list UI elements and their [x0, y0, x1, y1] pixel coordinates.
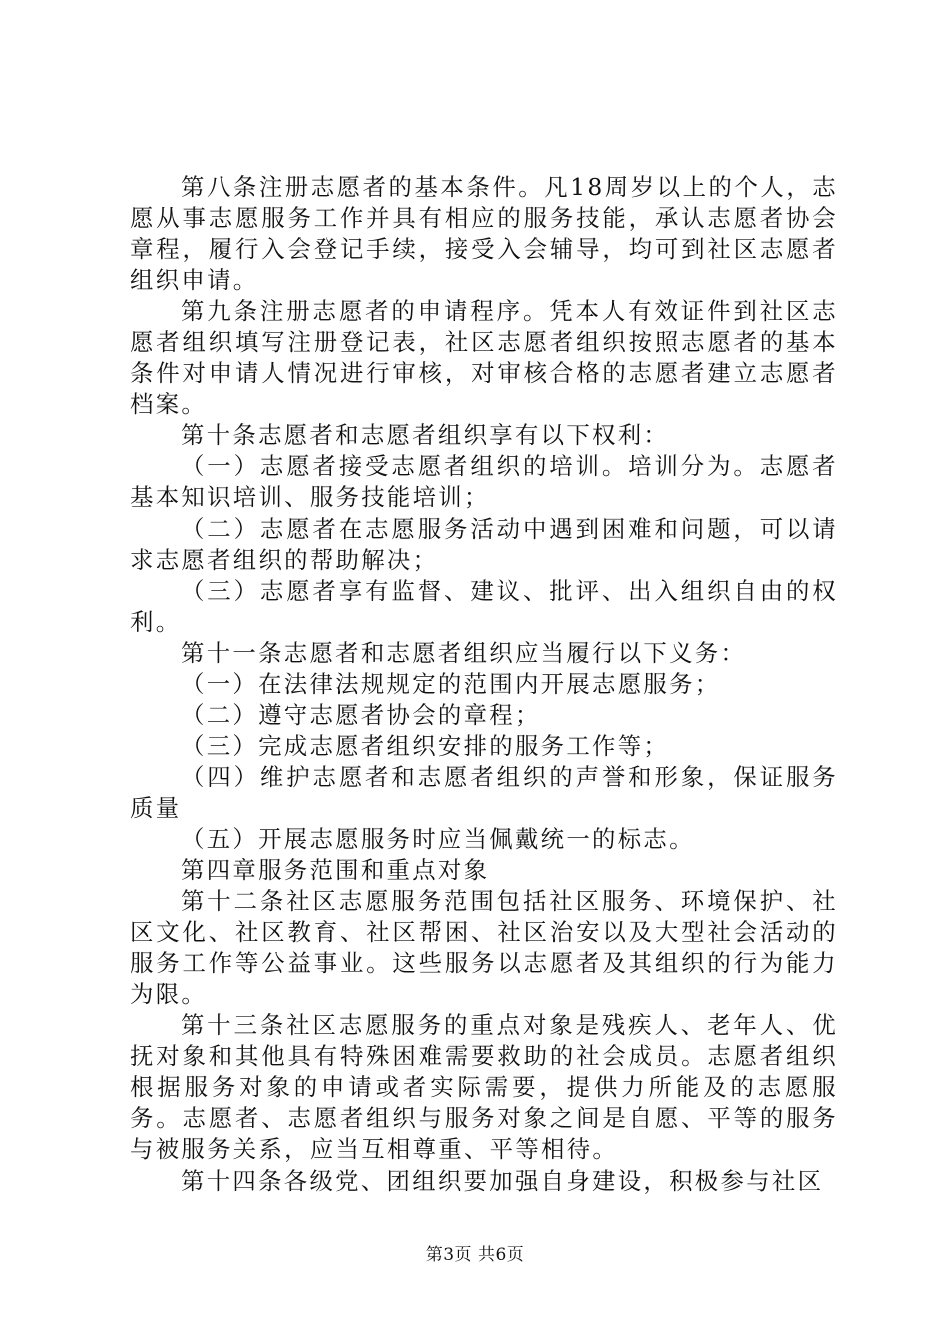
chapter-4-heading: 第四章服务范围和重点对象 [181, 856, 490, 885]
article-10-item-2: （二）志愿者在志愿服务活动中遇到困难和问题，可以请求志愿者组织的帮助解决； [130, 514, 838, 574]
article-11: 第十一条志愿者和志愿者组织应当履行以下义务： [181, 638, 747, 667]
article-10-item-3: （三）志愿者享有监督、建议、批评、出入组织自由的权利。 [130, 576, 838, 636]
document-body [130, 172, 838, 1197]
article-10: 第十条志愿者和志愿者组织享有以下权利： [181, 421, 670, 450]
article-12: 第十二条社区志愿服务范围包括社区服务、环境保护、社区文化、社区教育、社区帮困、社区治安以及大型社会活动的服务工作等公益事业。这些服务以志愿者及其组织的行为能力为限。 [130, 887, 838, 1009]
article-8: 第八条注册志愿者的基本条件。凡18周岁以上的个人，志愿从事志愿服务工作并具有相应的服务技能，承认志愿者协会章程，履行入会登记手续，接受入会辅导，均可到社区志愿者组织申请。 [130, 173, 838, 295]
article-10-item-1: （一）志愿者接受志愿者组织的培训。培训分为。志愿者基本知识培训、服务技能培训； [130, 452, 838, 512]
article-11-item-2: （二）遵守志愿者协会的章程； [181, 700, 541, 729]
article-9: 第九条注册志愿者的申请程序。凭本人有效证件到社区志愿者组织填写注册登记表，社区志愿者组织按照志愿者的基本条件对申请人情况进行审核，对审核合格的志愿者建立志愿者档案。 [130, 297, 838, 419]
article-11-item-1: （一）在法律法规规定的范围内开展志愿服务； [181, 669, 721, 698]
article-11-item-3: （三）完成志愿者组织安排的服务工作等； [181, 731, 670, 760]
article-11-item-5: （五）开展志愿服务时应当佩戴统一的标志。 [181, 824, 695, 853]
article-11-item-4: （四）维护志愿者和志愿者组织的声誉和形象，保证服务质量 [130, 762, 838, 822]
page-number-footer: 第3页 共6页 [425, 1245, 525, 1265]
article-14: 第十四条各级党、团组织要加强自身建设，积极参与社区 [181, 1166, 824, 1195]
article-13: 第十三条社区志愿服务的重点对象是残疾人、老年人、优抚对象和其他具有特殊困难需要救助的社会成员。志愿者组织根据服务对象的申请或者实际需要，提供力所能及的志愿服务。志愿者、志愿者组织与服务对象之间是自愿、平等的服务与被服务关系，应当互相尊重、平等相待。 [130, 1011, 838, 1164]
